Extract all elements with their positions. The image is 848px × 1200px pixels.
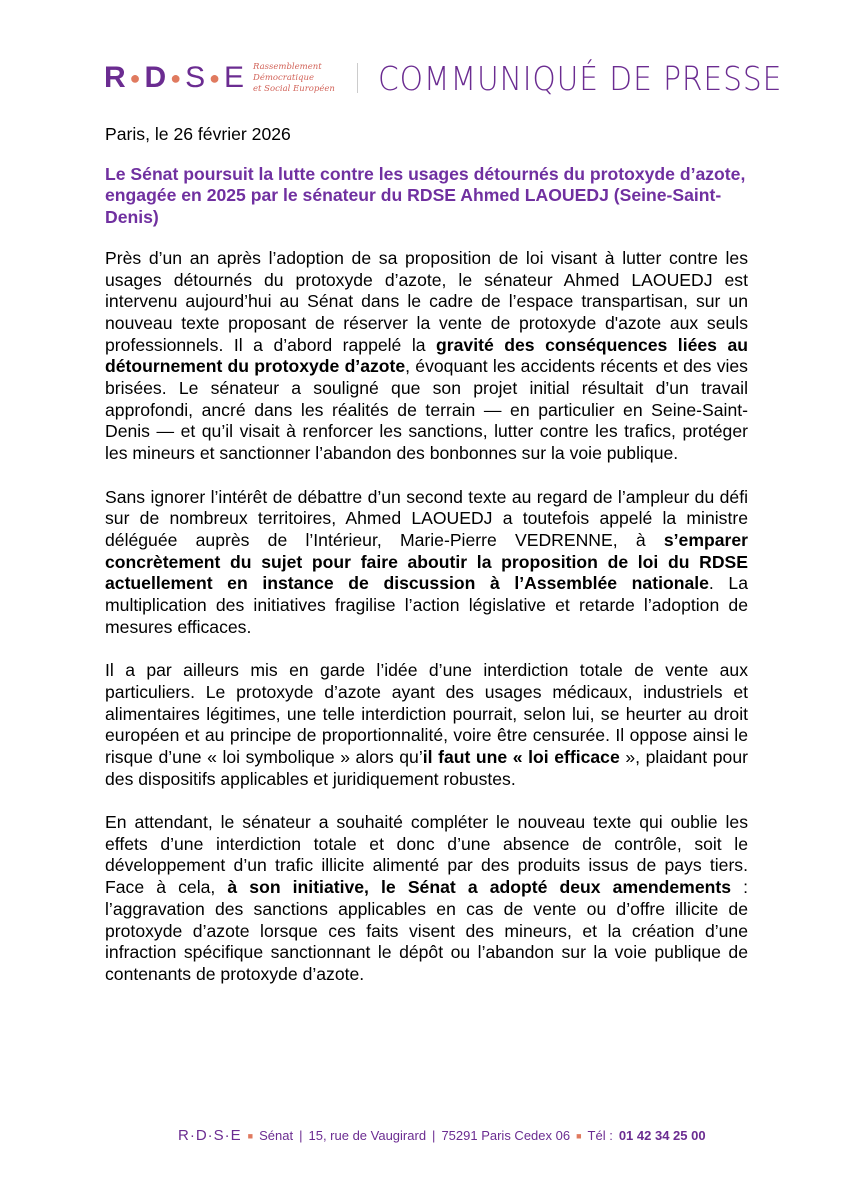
paragraph-text: : l’aggravation des sanctions applicables en cas de vente ou d’offre illicite de protoxyde d’azote lorsque ces faits visent des mineurs, et la création d’une infraction spécifique sanctionnant le dépôt ou l’abandon sur la voie publique de contenants de protoxyde d’azote. bbox=[105, 877, 748, 984]
logo-subtitle-line: Rassemblement bbox=[253, 61, 322, 72]
body-paragraph bbox=[105, 248, 748, 465]
logo-letter: D bbox=[144, 61, 168, 94]
paragraph-text: Sans ignorer l’intérêt de débattre d’un second texte au regard de l’ampleur du défi sur de nombreux territoires, Ahmed LAOUEDJ a toutefois appelé la ministre déléguée auprès de l’Intérieur, Marie-Pierre VEDRENNE, à bbox=[105, 486, 748, 550]
footer-place: Sénat bbox=[259, 1128, 294, 1143]
footer-divider: | bbox=[299, 1128, 303, 1143]
bullet-icon: ■ bbox=[247, 1130, 254, 1141]
footer-divider: | bbox=[432, 1128, 436, 1143]
logo-letter: R bbox=[104, 61, 127, 94]
paragraph-text: , évoquant les accidents récents et des vies brisées. Le sénateur a souligné que son projet initial résultait d’un travail approfondi, ancré dans les réalités de terrain — en particulier en Seine-Saint-Denis — et qu’il visait à renforcer les sanctions, lutter contre les trafics, protéger les mineurs et sanctionner l’abandon des bonbonnes sur la voie publique. bbox=[105, 356, 748, 464]
header-divider bbox=[357, 63, 358, 93]
document-type-title: COMMUNIQUÉ DE PRESSE bbox=[377, 58, 783, 98]
footer-tel: 01 42 34 25 00 bbox=[618, 1128, 706, 1143]
logo-subtitle bbox=[253, 62, 335, 95]
paragraph-text: En attendant, le sénateur a souhaité compléter le nouveau texte qui oublie les effets d’une interdiction totale et donc d’une absence de contrôle, soit le développement d’un trafic illicite alimenté par des produits issus de pays tiers. Face à cela, bbox=[105, 812, 748, 898]
logo-subtitle-line: Démocratique bbox=[253, 72, 314, 83]
footer-logo: R·D·S·E bbox=[178, 1127, 242, 1144]
paragraph-text: », plaidant pour des dispositifs applicables et juridiquement robustes. bbox=[105, 746, 748, 789]
bullet-icon: ■ bbox=[576, 1130, 582, 1141]
body-paragraph bbox=[105, 487, 748, 639]
paragraph-text: Il a par ailleurs mis en garde l’idée d’une interdiction totale de vente aux particuliers. Le protoxyde d’azote ayant des usages médicaux, industriels et alimentaires légitimes, une telle interdiction pourrait, selon lui, se heurter au droit européen et au principe de proportionnalité, voire être censurée. Il oppose ainsi le risque d’une « loi symbolique » alors qu’ bbox=[105, 660, 748, 767]
emphasis-text: à son initiative, le Sénat a adopté deux amendements bbox=[227, 877, 731, 898]
emphasis-text: il faut une « loi efficace bbox=[422, 746, 620, 767]
press-release-body bbox=[105, 124, 748, 1007]
body-paragraph bbox=[105, 812, 748, 986]
footer bbox=[178, 1127, 706, 1144]
emphasis-text: gravité des conséquences liées au détournement du protoxyde d’azote bbox=[105, 334, 748, 377]
logo-subtitle-line: et Social Européen bbox=[253, 83, 335, 94]
emphasis-text: s’emparer concrètement du sujet pour faire aboutir la proposition de loi du RDSE actuellement en instance de discussion à l’Assemblée nationale bbox=[105, 529, 748, 594]
footer-address: 15, rue de Vaugirard bbox=[308, 1128, 427, 1143]
paragraph-text: Près d’un an après l’adoption de sa proposition de loi visant à lutter contre les usages détournés du protoxyde d’azote, le sénateur Ahmed LAOUEDJ est intervenu aujourd’hui au Sénat dans le cadre de l’espace transpartisan, sur un nouveau texte proposant de réserver la vente de protoxyde d'azote aux seuls professionnels. Il a d’abord rappelé la bbox=[105, 247, 748, 355]
date-line: Paris, le 26 février 2026 bbox=[105, 124, 291, 144]
headline: Le Sénat poursuit la lutte contre les usages détournés du protoxyde d’azote, engagée en 2025 par le sénateur du RDSE Ahmed LAOUEDJ (Seine-Saint-Denis) bbox=[105, 163, 746, 228]
footer-tel-label: Tél : bbox=[587, 1128, 613, 1143]
paragraph-text: . La multiplication des initiatives fragilise l’action législative et retarde l’adoption de mesures efficaces. bbox=[105, 573, 748, 637]
paragraphs bbox=[105, 248, 748, 986]
logo-letter: S bbox=[185, 61, 207, 94]
rdse-logo: R ● D ● S ● E bbox=[104, 61, 245, 94]
footer-city: 75291 Paris Cedex 06 bbox=[441, 1128, 571, 1143]
letterhead bbox=[104, 58, 827, 98]
logo-letter: E bbox=[223, 61, 245, 94]
body-paragraph bbox=[105, 660, 748, 790]
